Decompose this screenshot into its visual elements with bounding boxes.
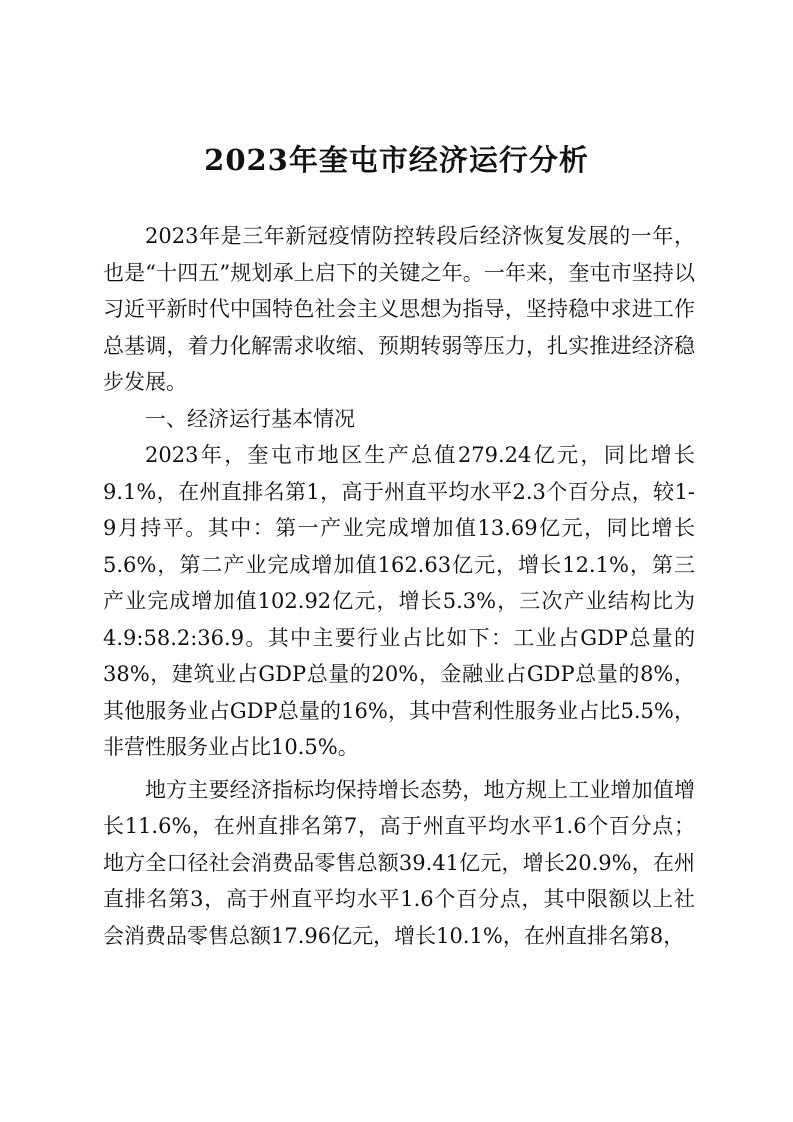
paragraph-indicators: 地方主要经济指标均保持增长态势，地方规上工业增加值增长11.6%，在州直排名第7，高于州直平均水平1.6个百分点；地方全口径社会消费品零售总额39.41亿元，增长20.9%，在州直排名第3，高于州直平均水平1.6个百分点，其中限额以上社会消费品零售总额17.96亿元，增长10.1%，在州直排名第8，	[103, 777, 695, 948]
paragraph-intro: 2023年是三年新冠疫情防控转段后经济恢复发展的一年，也是“十四五”规划承上启下的关键之年。一年来，奎屯市坚持以习近平新时代中国特色社会主义思想为指导，坚持稳中求进工作总基调，着力化解需求收缩、预期转弱等压力，扎实推进经济稳步发展。	[103, 224, 695, 394]
section-heading-1: 一、经济运行基本情况	[145, 406, 355, 431]
document-title: 2023年奎屯市经济运行分析	[204, 143, 589, 177]
document-body	[103, 218, 695, 954]
paragraph-gdp: 2023年，奎屯市地区生产总值279.24亿元，同比增长9.1%，在州直排名第1，高于州直平均水平2.3个百分点，较1-9月持平。其中：第一产业完成增加值13.69亿元，同比增长5.6%，第二产业完成增加值162.63亿元，增长12.1%，第三产业完成增加值102.92亿元，增长5.3%，三次产业结构比为4.9:58.2:36.9。其中主要行业占比如下：工业占GDP总量的38%，建筑业占GDP总量的20%，金融业占GDP总量的8%，其他服务业占GDP总量的16%，其中营利性服务业占比5.5%，非营性服务业占比10.5%。	[103, 443, 695, 759]
